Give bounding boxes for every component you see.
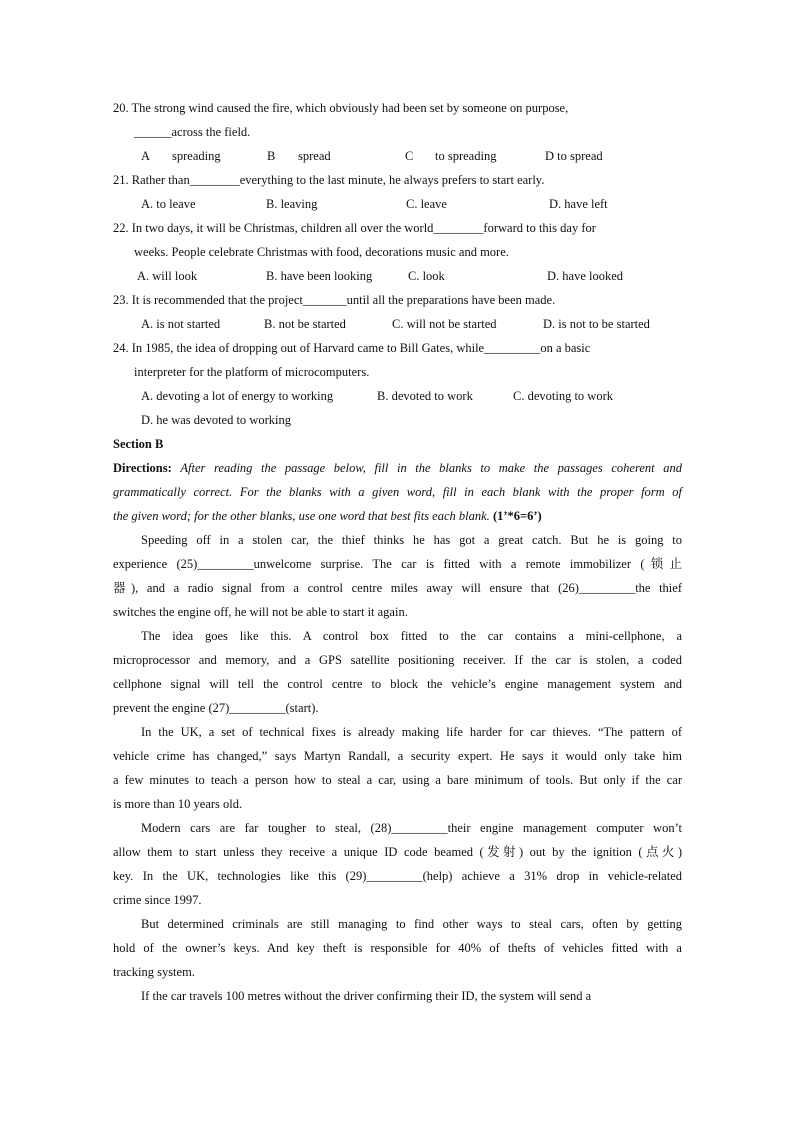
directions-line-2: grammatically correct. For the blanks with a given word, fill in each blank with the proper form of (113, 485, 682, 499)
passage-line: microprocessor and memory, and a GPS satellite positioning receiver. If the car is stolen, a coded (113, 653, 682, 667)
directions-text-3: the given word; for the other blanks, use one word that best fits each blank. (113, 509, 490, 523)
passage-line: cellphone signal will tell the control centre to block the vehicle’s engine management system and (113, 677, 682, 691)
question-24-option-d: D. he was devoted to working (141, 413, 291, 427)
passage-line: In the UK, a set of technical fixes is already making life harder for car thieves. “The pattern of (141, 725, 682, 739)
question-20-option-c-letter: C (405, 149, 414, 163)
question-24-option-a: A. devoting a lot of energy to working (141, 389, 334, 403)
question-23-line-1: 23. It is recommended that the project_______until all the preparations have been made. (113, 293, 556, 307)
passage-line: prevent the engine (27)_________(start). (113, 701, 319, 715)
question-20-line-1: 20. The strong wind caused the fire, which obviously had been set by someone on purpose, (113, 101, 569, 115)
question-20-option-c: to spreading (435, 149, 497, 163)
question-24-option-c: C. devoting to work (513, 389, 613, 403)
question-22-line-2: weeks. People celebrate Christmas with food, decorations music and more. (134, 245, 509, 259)
question-20-line-2: ______across the field. (134, 125, 251, 139)
question-23-option-c: C. will not be started (392, 317, 497, 331)
passage-line: is more than 10 years old. (113, 797, 243, 811)
passage-line: vehicle crime has changed,” says Martyn Randall, a security expert. He says it would only take him (113, 749, 682, 763)
directions-text-1: After reading the passage below, fill in the blanks to make the passages coherent and (180, 461, 682, 475)
passage-line: Modern cars are far tougher to steal, (28)_________their engine management computer won’t (141, 821, 682, 835)
directions-label: Directions: (113, 461, 172, 475)
question-20-option-d: D to spread (545, 149, 603, 163)
question-22-line-1: 22. In two days, it will be Christmas, children all over the world________forward to this day for (113, 221, 596, 235)
passage-line: allow them to start unless they receive a unique ID code beamed (发射) out by the ignition (点火) (113, 845, 682, 859)
question-23-option-b: B. not be started (264, 317, 346, 331)
question-22-option-c: C. look (408, 269, 445, 283)
passage-line: But determined criminals are still managing to find other ways to steal cars, often by getting (141, 917, 682, 931)
passage-line: experience (25)_________unwelcome surprise. The car is fitted with a remote immobilizer (锁止 (113, 557, 682, 571)
question-23-option-a: A. is not started (141, 317, 221, 331)
question-24-option-b: B. devoted to work (377, 389, 473, 403)
question-21-line-1: 21. Rather than________everything to the last minute, he always prefers to start early. (113, 173, 545, 187)
passage-line: 器), and a radio signal from a control centre miles away will ensure that (26)_________the thief (113, 581, 682, 595)
passage-line: switches the engine off, he will not be able to start it again. (113, 605, 408, 619)
passage-line: key. In the UK, technologies like this (29)_________(help) achieve a 31% drop in vehicle-related (113, 869, 682, 883)
question-21-option-b: B. leaving (266, 197, 318, 211)
question-21-option-d: D. have left (549, 197, 608, 211)
question-22-option-b: B. have been looking (266, 269, 373, 283)
passage-line: If the car travels 100 metres without the driver confirming their ID, the system will send a (141, 989, 592, 1003)
passage-line: tracking system. (113, 965, 195, 979)
directions-line-3 (113, 504, 542, 528)
passage-line: a few minutes to teach a person how to steal a car, using a bare minimum of tools. But only if the car (113, 773, 682, 787)
question-21-option-c: C. leave (406, 197, 447, 211)
section-b-title: Section B (113, 437, 164, 451)
question-22-option-a: A. will look (137, 269, 198, 283)
passage-line: The idea goes like this. A control box fitted to the car contains a mini-cellphone, a (141, 629, 682, 643)
question-22-option-d: D. have looked (547, 269, 624, 283)
question-20-option-b-letter: B (267, 149, 276, 163)
question-23-option-d: D. is not to be started (543, 317, 650, 331)
passage-line: Speeding off in a stolen car, the thief thinks he has got a great catch. But he is going to (141, 533, 682, 547)
question-21-option-a: A. to leave (141, 197, 196, 211)
directions-line-1 (113, 456, 682, 480)
score-note: (1’*6=6’) (492, 509, 542, 523)
question-20-option-a-letter: A (141, 149, 151, 163)
question-20-option-b: spread (298, 149, 331, 163)
question-20-option-a: spreading (172, 149, 221, 163)
passage-line: crime since 1997. (113, 893, 202, 907)
question-24-line-1: 24. In 1985, the idea of dropping out of Harvard came to Bill Gates, while_________on a basic (113, 341, 591, 355)
question-24-line-2: interpreter for the platform of microcomputers. (134, 365, 370, 379)
passage-line: hold of the owner’s keys. And key theft is responsible for 40% of thefts of vehicles fitted with a (113, 941, 682, 955)
